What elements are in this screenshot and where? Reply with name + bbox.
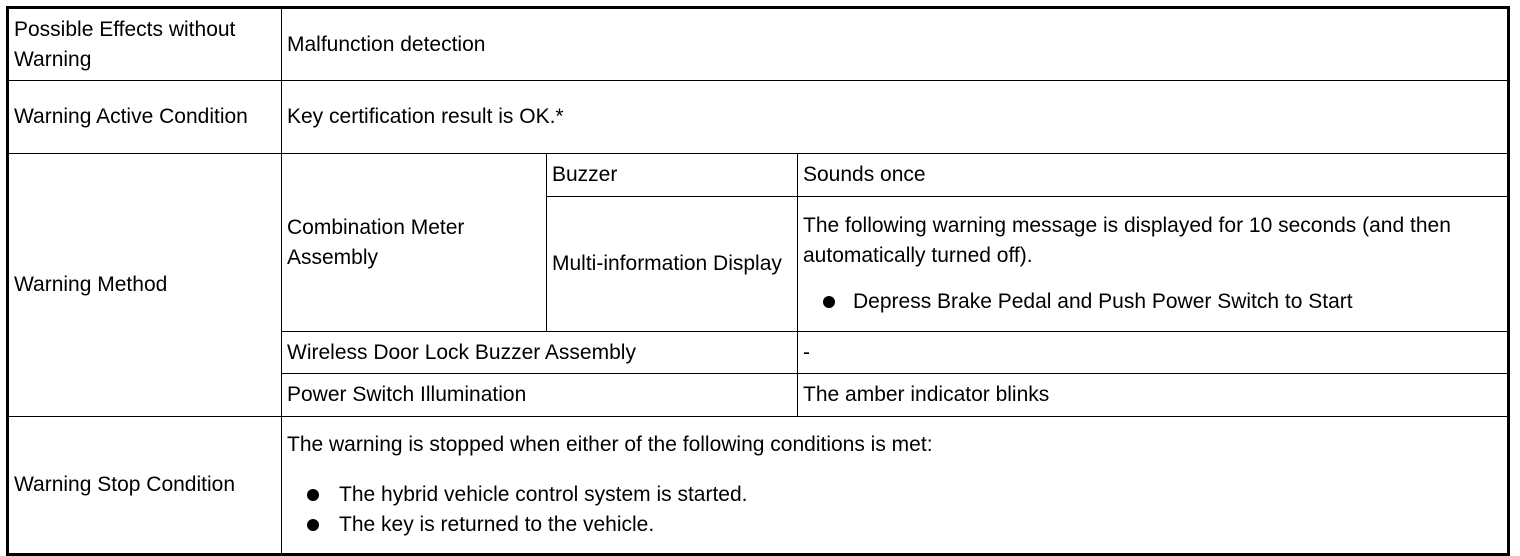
mid-message: Depress Brake Pedal and Push Power Switch to Start xyxy=(853,290,1353,313)
list-item xyxy=(803,287,1502,317)
stop-condition-value xyxy=(282,417,1509,555)
stop-condition-label: Warning Stop Condition xyxy=(8,417,282,555)
mid-label: Multi-information Display xyxy=(547,197,798,332)
stop-condition-list xyxy=(287,480,1502,540)
warning-method-label: Warning Method xyxy=(8,154,282,417)
mid-description: The following warning message is displayed for 10 seconds (and then automatically turned off). xyxy=(803,214,1451,267)
wireless-label: Wireless Door Lock Buzzer Assembly xyxy=(282,332,798,374)
combination-meter-label: Combination Meter Assembly xyxy=(282,154,547,332)
active-condition-label: Warning Active Condition xyxy=(8,81,282,154)
list-item xyxy=(287,510,1502,540)
possible-effects-label: Possible Effects without Warning xyxy=(8,8,282,81)
stop-condition-item: The key is returned to the vehicle. xyxy=(339,513,655,536)
buzzer-value: Sounds once xyxy=(798,154,1509,197)
warning-spec-table xyxy=(6,6,1510,556)
stop-condition-item: The hybrid vehicle control system is started. xyxy=(339,483,748,506)
stop-condition-intro: The warning is stopped when either of the following conditions is met: xyxy=(287,433,933,456)
wireless-value: - xyxy=(798,332,1509,374)
possible-effects-value: Malfunction detection xyxy=(282,8,1509,81)
power-switch-value: The amber indicator blinks xyxy=(798,374,1509,417)
bullet-icon xyxy=(307,519,319,531)
mid-message-list xyxy=(803,287,1502,317)
row-possible-effects xyxy=(8,8,1509,81)
bullet-icon xyxy=(823,296,835,308)
row-buzzer xyxy=(8,154,1509,197)
power-switch-label: Power Switch Illumination xyxy=(282,374,798,417)
row-stop-condition xyxy=(8,417,1509,555)
active-condition-value: Key certification result is OK.* xyxy=(282,81,1509,154)
bullet-icon xyxy=(307,489,319,501)
mid-value xyxy=(798,197,1509,332)
row-active-condition xyxy=(8,81,1509,154)
list-item xyxy=(287,480,1502,510)
buzzer-label: Buzzer xyxy=(547,154,798,197)
